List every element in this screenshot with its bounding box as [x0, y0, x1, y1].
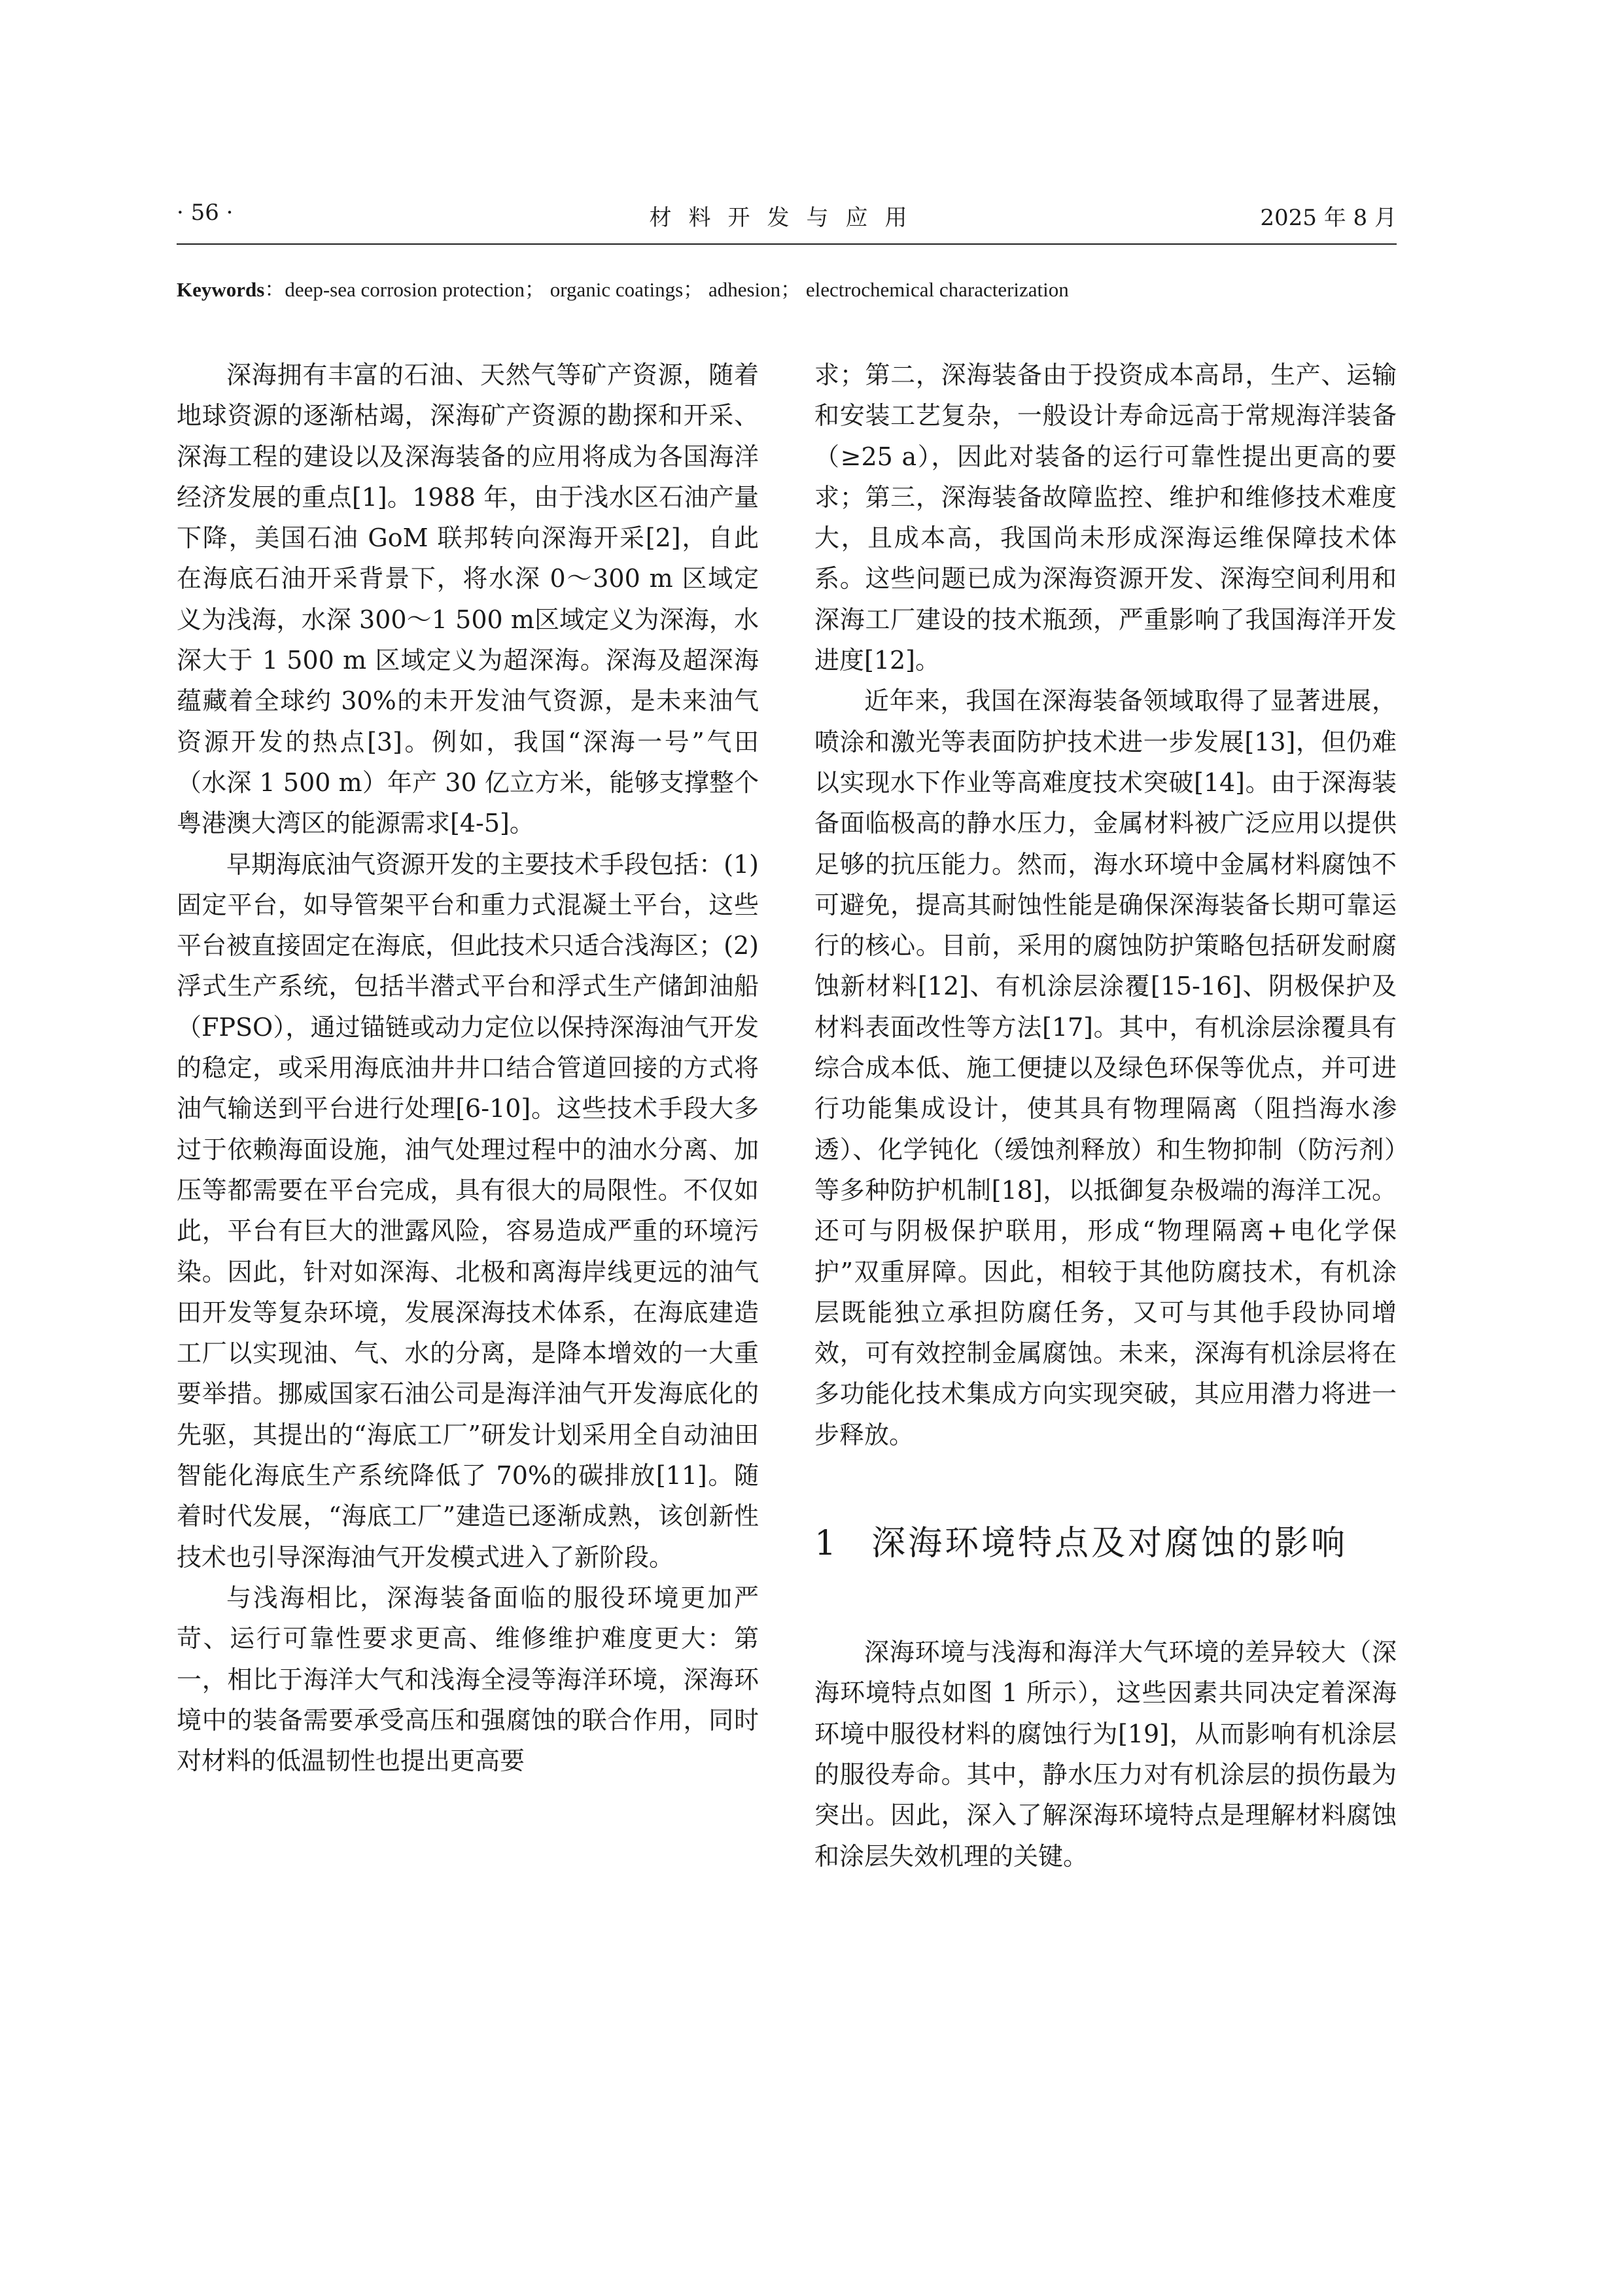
header-rule [177, 243, 1397, 245]
keywords-separator: ： [264, 278, 285, 301]
paragraph: 近年来，我国在深海装备领域取得了显著进展，喷涂和激光等表面防护技术进一步发展[13]，但仍难以实现水下作业等高难度技术突破[14]。由于深海装备面临极高的静水压力，金属材料被广泛应用以提供足够的抗压能力。然而，海水环境中金属材料腐蚀不可避免，提高其耐蚀性能是确保深海装备长期可靠运行的核心。目前，采用的腐蚀防护策略包括研发耐腐蚀新材料[12]、有机涂层涂覆[15-16]、阴极保护及材料表面改性等方法[17]。其中，有机涂层涂覆具有综合成本低、施工便捷以及绿色环保等优点，并可进行功能集成设计，使其具有物理隔离（阻挡海水渗透）、化学钝化（缓蚀剂释放）和生物抑制（防污剂）等多种防护机制[18]，以抵御复杂极端的海洋工况。还可与阴极保护联用，形成“物理隔离+电化学保护”双重屏障。因此，相较于其他防腐技术，有机涂层既能独立承担防腐任务，又可与其他手段协同增效，可有效控制金属腐蚀。未来，深海有机涂层将在多功能化技术集成方向实现突破，其应用潜力将进一步释放。 [814, 686, 1397, 1449]
left-column [177, 355, 759, 1781]
journal-title: 材料开发与应用 [649, 205, 924, 231]
section-title: 深海环境特点及对腐蚀的影响 [871, 1524, 1348, 1564]
paragraph: 深海拥有丰富的石油、天然气等矿产资源，随着地球资源的逐渐枯竭，深海矿产资源的勘探和开采、深海工程的建设以及深海装备的应用将成为各国海洋经济发展的重点[1]。1988 年，由于浅水区石油产量下降，美国石油 GoM 联邦转向深海开采[2]，自此在海底石油开采背景下，将水深 0～300 m 区域定义为浅海，水深 300～1 500 m区域定义为深海，水深大于 1 500 m 区域定义为超深海。深海及超深海蕴藏着全球约 30%的未开发油气资源，是未来油气资源开发的热点[3]。例如，我国“深海一号”气田（水深 1 500 m）年产 30 亿立方米，能够支撑整个粤港澳大湾区的能源需求[4-5]。 [177, 361, 759, 838]
page-number: · 56 · [177, 200, 234, 226]
paragraph: 求；第二，深海装备由于投资成本高昂，生产、运输和安装工艺复杂，一般设计寿命远高于常规海洋装备（≥25 a），因此对装备的运行可靠性提出更高的要求；第三，深海装备故障监控、维护和维修技术难度大，且成本高，我国尚未形成深海运维保障技术体系。这些问题已成为深海资源开发、深海空间利用和深海工厂建设的技术瓶颈，严重影响了我国海洋开发进度[12]。 [814, 361, 1397, 675]
section-number: 1 [814, 1524, 839, 1564]
paragraph: 早期海底油气资源开发的主要技术手段包括：(1)固定平台，如导管架平台和重力式混凝土平台，这些平台被直接固定在海底，但此技术只适合浅海区；(2)浮式生产系统，包括半潜式平台和浮式生产储卸油船（FPSO），通过锚链或动力定位以保持深海油气开发的稳定，或采用海底油井井口结合管道回接的方式将油气输送到平台进行处理[6-10]。这些技术手段大多过于依赖海面设施，油气处理过程中的油水分离、加压等都需要在平台完成，具有很大的局限性。不仅如此，平台有巨大的泄露风险，容易造成严重的环境污染。因此，针对如深海、北极和离海岸线更远的油气田开发等复杂环境，发展深海技术体系，在海底建造工厂以实现油、气、水的分离，是降本增效的一大重要举措。挪威国家石油公司是海洋油气开发海底化的先驱，其提出的“海底工厂”研发计划采用全自动油田智能化海底生产系统降低了 70%的碳排放[11]。随着时代发展，“海底工厂”建造已逐渐成熟，该创新性技术也引导深海油气开发模式进入了新阶段。 [177, 849, 759, 1572]
keywords-label: Keywords [177, 278, 265, 301]
paragraph: 与浅海相比，深海装备面临的服役环境更加严苛、运行可靠性要求更高、维修维护难度更大：第一，相比于海洋大气和浅海全浸等海洋环境，深海环境中的装备需要承受高压和强腐蚀的联合作用，同时对材料的低温韧性也提出更高要 [177, 1583, 759, 1776]
section-heading [814, 1521, 1397, 1566]
running-header [177, 200, 1397, 239]
issue-date: 2025 年 8 月 [1260, 205, 1397, 231]
paragraph: 深海环境与浅海和海洋大气环境的差异较大（深海环境特点如图 1 所示），这些因素共同决定着深海环境中服役材料的腐蚀行为[19]，从而影响有机涂层的服役寿命。其中，静水压力对有机涂层的损伤最为突出。因此，深入了解深海环境特点是理解材料腐蚀和涂层失效机理的关键。 [814, 1638, 1397, 1871]
keywords-line [177, 275, 1397, 305]
right-column [814, 355, 1397, 1877]
keywords-terms: deep-sea corrosion protection； organic coatings； adhesion； electrochemical characterization [285, 278, 1069, 301]
